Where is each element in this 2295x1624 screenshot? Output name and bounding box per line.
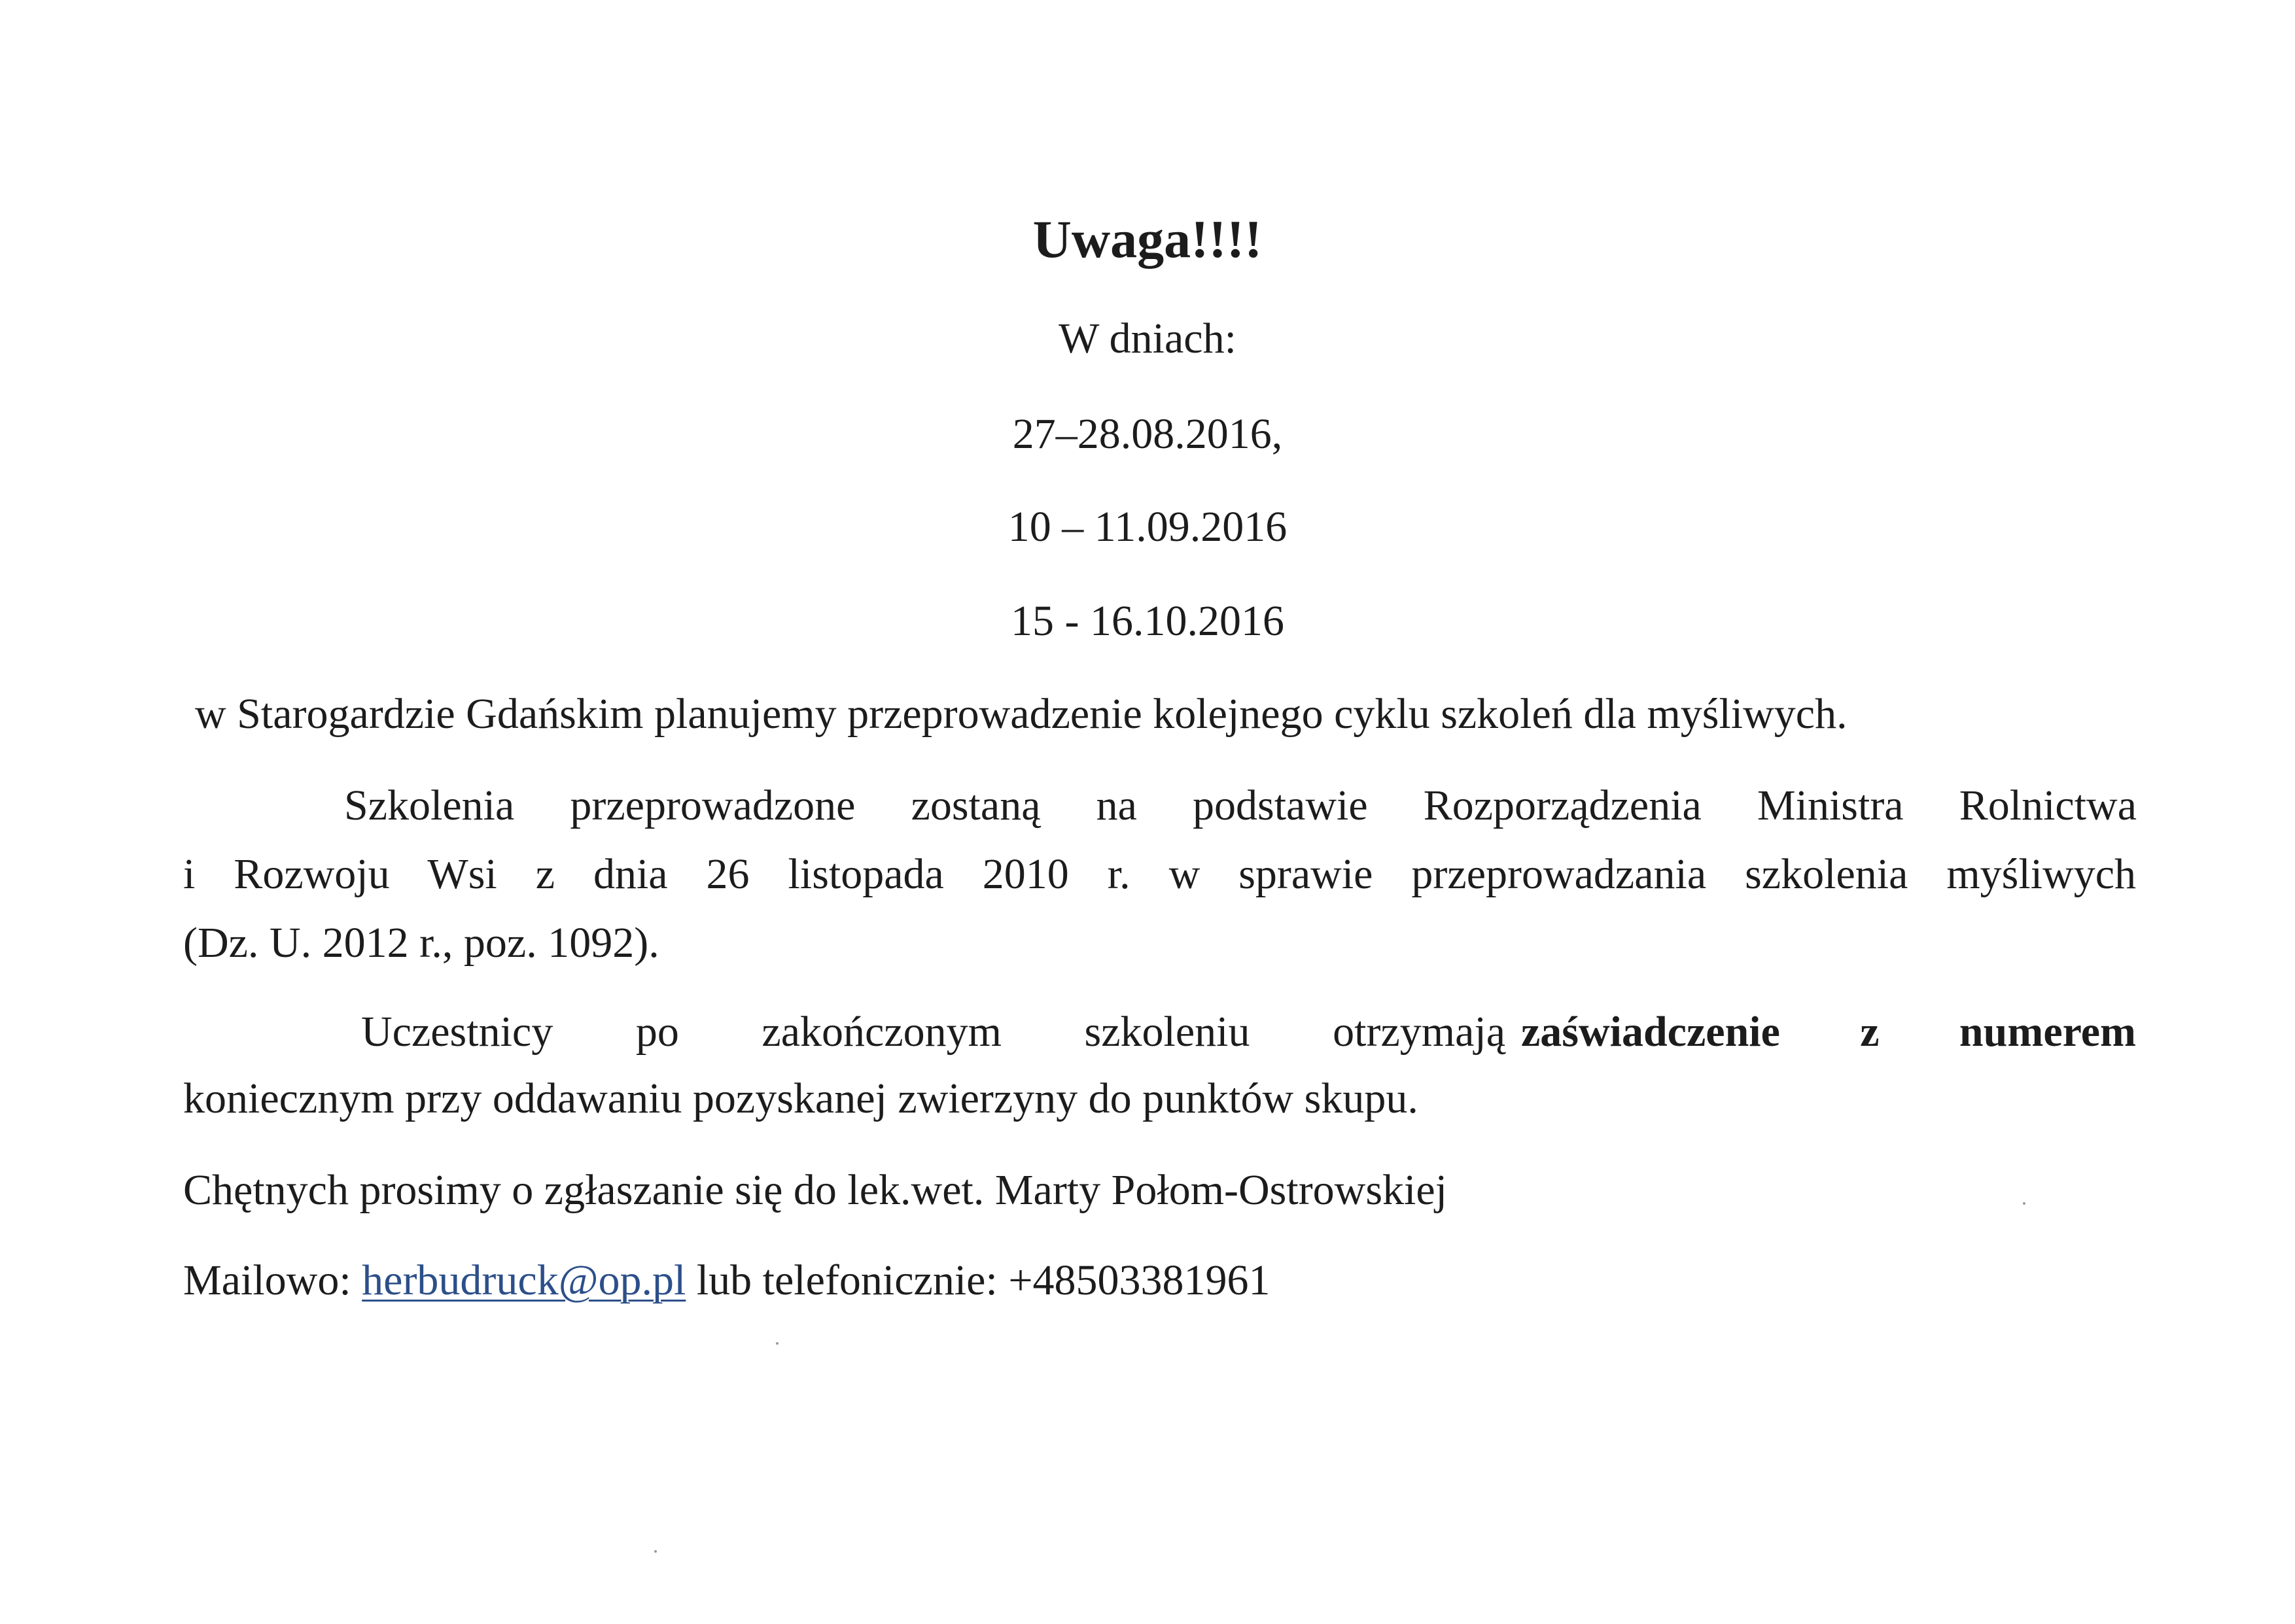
scan-speck (654, 1550, 657, 1553)
certificate-text: Uczestnicy po zakończonym szkoleniu otrzymają (361, 1008, 1505, 1056)
scan-speck (2023, 1202, 2025, 1205)
legal-basis-line-2: i Rozwoju Wsi z dnia 26 listopada 2010 r. w sprawie przeprowadzania szkolenia myśliwych (183, 850, 2136, 898)
notice-title: Uwaga!!!! (1032, 209, 1263, 269)
date-range-2: 10 – 11.09.2016 (1007, 503, 1288, 551)
scan-speck (776, 1342, 779, 1345)
dates-intro: W dniach: (1059, 315, 1236, 362)
phone-label: lub telefonicznie: (696, 1256, 998, 1304)
certificate-bold-text: zaświadczenie z numerem (1521, 1008, 2136, 1056)
phone-number: +48503381961 (1008, 1256, 1270, 1304)
legal-basis-line-3: (Dz. U. 2012 r., poz. 1092). (183, 919, 659, 967)
email-label: Mailowo: (183, 1256, 351, 1304)
location-line: w Starogardzie Gdańskim planujemy przeprowadzenie kolejnego cyklu szkoleń dla myśliwych. (195, 690, 1848, 738)
legal-basis-line-1: Szkolenia przeprowadzone zostaną na podstawie Rozporządzenia Ministra Rolnictwa (344, 782, 2137, 829)
certificate-line-1 (361, 1006, 2136, 1058)
email-link[interactable]: herbudruck@op.pl (362, 1256, 686, 1304)
date-range-3: 15 - 16.10.2016 (1011, 597, 1284, 645)
email-phone-line (183, 1254, 1270, 1307)
contact-line: Chętnych prosimy o zgłaszanie się do lek.wet. Marty Połom-Ostrowskiej (183, 1166, 1447, 1214)
certificate-line-2: koniecznym przy oddawaniu pozyskanej zwierzyny do punktów skupu. (183, 1075, 1418, 1122)
date-range-1: 27–28.08.2016, (1012, 410, 1283, 458)
